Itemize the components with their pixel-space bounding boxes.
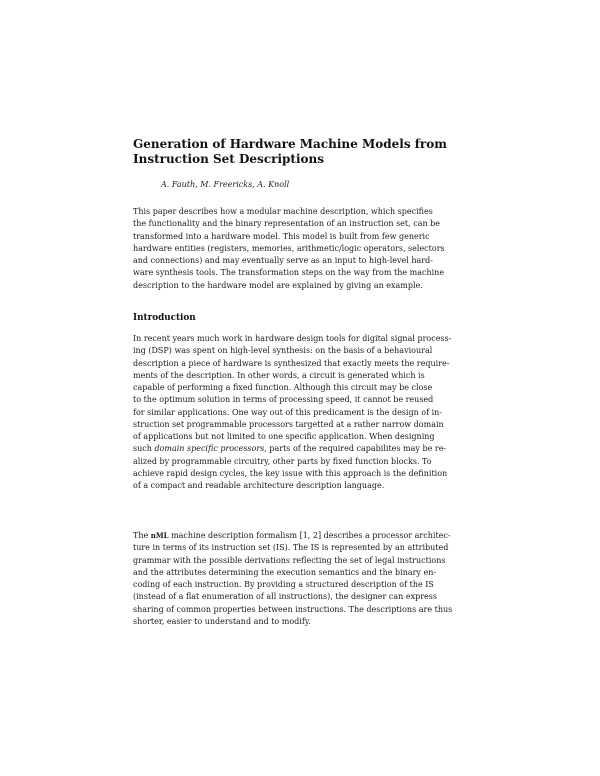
paragraph-line: ture in terms of its instruction set (IS). The IS is represented by an attributed (133, 543, 449, 553)
abstract-line: This paper describes how a modular machine description, which specifies (133, 207, 433, 216)
paragraph-line: achieve rapid design cycles, the key issue with this approach is the definition (133, 468, 448, 478)
paragraph-line: for similar applications. One way out of this predicament is the design of in- (133, 407, 443, 417)
line-suffix: , parts of the required capabilites may be re- (264, 444, 447, 454)
paragraph-line: struction set programmable processors targetted at a rather narrow domain (133, 419, 444, 429)
abstract-line: the functionality and the binary representation of an instruction set, can be (133, 219, 441, 229)
abstract-line: ware synthesis tools. The transformation steps on the way from the machine (133, 268, 445, 278)
line-prefix: such (133, 444, 155, 454)
paragraph-line: ing (DSP) was spent on high-level synthesis: on the basis of a behavioural (133, 346, 433, 356)
paragraph-line: In recent years much work in hardware design tools for digital signal process- (133, 334, 452, 343)
paragraph-line: capable of performing a fixed function. Although this circuit may be close (133, 383, 433, 392)
emphasis-domain-specific-processors: domain specific processors (154, 444, 265, 454)
paragraph-line: (instead of a flat enumeration of all instructions), the designer can express (133, 592, 437, 602)
paragraph-line: sharing of common properties between instructions. The descriptions are thus (133, 604, 453, 614)
paragraph-line: description a piece of hardware is synthesized that exactly meets the require- (133, 358, 450, 368)
paragraph-line: coding of each instruction. By providing a structured description of the IS (133, 580, 434, 589)
paragraph-line: grammar with the possible derivations reflecting the set of legal instructions (133, 555, 446, 565)
paragraph-line: of a compact and readable architecture description language. (133, 481, 385, 490)
abstract (133, 206, 465, 292)
title-line: Instruction Set Descriptions (133, 152, 324, 166)
section-heading-introduction: Introduction (133, 313, 196, 323)
title-line: Generation of Hardware Machine Models from (133, 137, 447, 151)
paragraph-line-formalism (133, 530, 465, 542)
line-prefix: The (133, 531, 151, 540)
abstract-line: hardware entities (registers, memories, arithmetic/logic operators, selectors (133, 243, 445, 253)
line-suffix: machine description formalism [1, 2] describes a processor architec- (168, 531, 451, 540)
abstract-line: transformed into a hardware model. This model is built from few generic (133, 231, 430, 241)
paragraph-line: of applications but not limited to one specific application. When designing (133, 432, 435, 441)
intro-paragraph-1 (133, 333, 465, 492)
paragraph-line: shorter, easier to understand and to modify. (133, 616, 311, 626)
abstract-line: description to the hardware model are explained by giving an example. (133, 280, 423, 290)
abstract-line: and connections) and may eventually serve as an input to high-level hard- (133, 256, 433, 265)
paper-authors: A. Fauth, M. Freericks, A. Knoll (161, 180, 290, 189)
paragraph-line: to the optimum solution in terms of processing speed, it cannot be reused (133, 395, 434, 405)
paragraph-line: ments of the description. In other words, a circuit is generated which is (133, 370, 425, 380)
paragraph-line: alized by programmable circuitry, other parts by fixed function blocks. To (133, 456, 432, 466)
paragraph-line-emphasis (133, 443, 465, 455)
paper-title (133, 137, 473, 167)
intro-paragraph-2 (133, 530, 465, 628)
paragraph-line: and the attributes determining the execution semantics and the binary en- (133, 567, 437, 577)
formalism-name: nML (150, 531, 169, 540)
